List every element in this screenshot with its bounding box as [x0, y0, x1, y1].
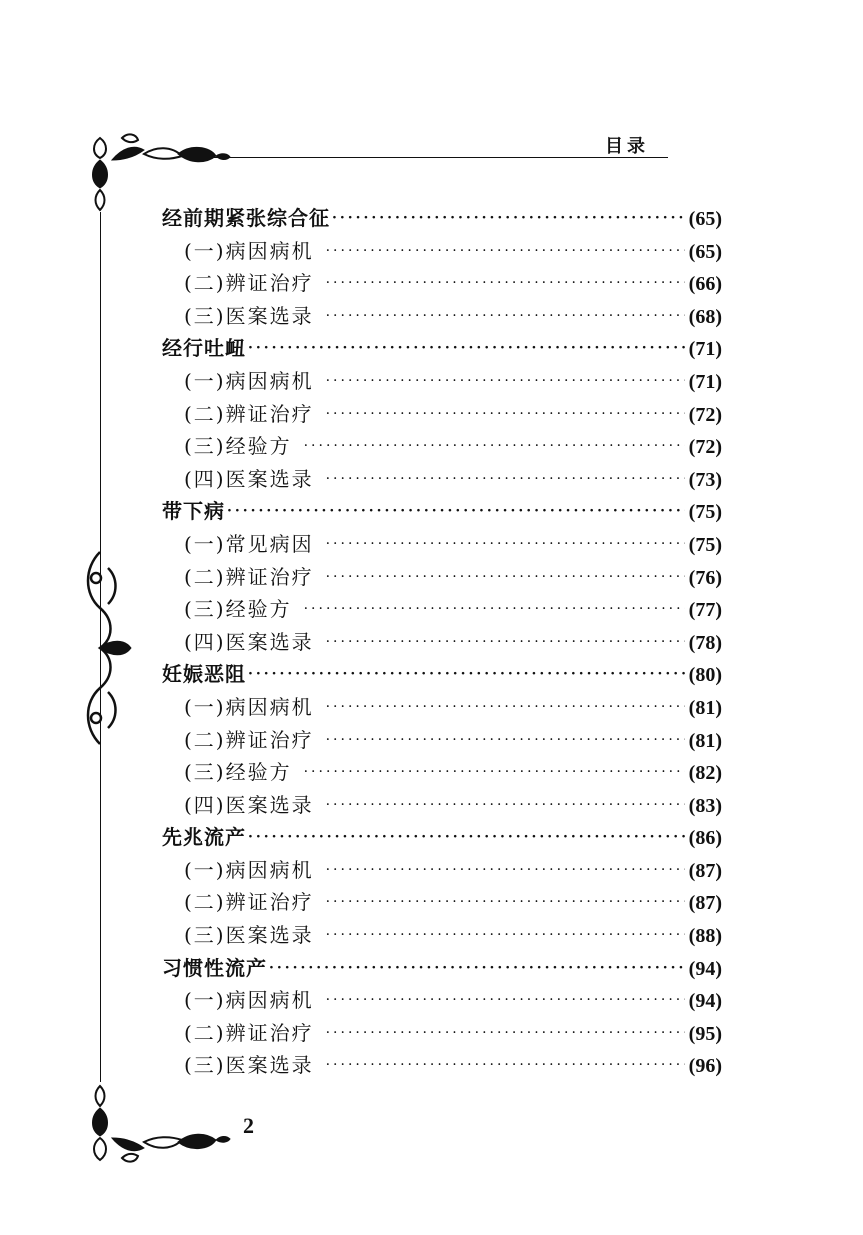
toc-entry-page: (72)	[688, 403, 722, 426]
toc-entry-page: (75)	[688, 533, 722, 556]
toc-entry-label: 经行吐衄	[162, 336, 246, 361]
toc-chapter-entry[interactable]	[162, 658, 722, 691]
toc-leader-dots	[248, 340, 685, 356]
toc-section-entry[interactable]	[162, 854, 722, 887]
toc-entry-label: (一)病因病机	[184, 238, 314, 263]
toc-entry-label: (一)病因病机	[184, 857, 314, 882]
toc-entry-page: (81)	[688, 696, 722, 719]
toc-entry-page: (68)	[688, 305, 722, 328]
running-header-title: 目录	[605, 136, 649, 157]
toc-chapter-entry[interactable]	[162, 495, 722, 528]
toc-entry-page: (88)	[688, 925, 722, 948]
toc-entry-label: (一)病因病机	[184, 368, 314, 393]
toc-entry-label: 经前期紧张综合征	[162, 206, 330, 230]
toc-entry-page: (95)	[688, 1022, 722, 1045]
toc-section-entry[interactable]	[162, 398, 722, 431]
toc-section-entry[interactable]	[162, 886, 722, 919]
toc-section-entry[interactable]	[162, 463, 722, 496]
toc-section-entry[interactable]	[162, 593, 722, 626]
toc-entry-label: (四)医案选录	[184, 792, 314, 817]
toc-section-entry[interactable]	[162, 1049, 722, 1082]
toc-entry-page: (78)	[688, 631, 722, 654]
toc-entry-label: (二)辨证治疗	[184, 564, 314, 589]
toc-section-entry[interactable]	[162, 300, 722, 333]
toc-chapter-entry[interactable]	[162, 202, 722, 235]
toc-entry-label: (二)辨证治疗	[184, 1020, 314, 1045]
toc-leader-dots	[304, 764, 685, 780]
toc-leader-dots	[326, 406, 685, 422]
toc-entry-page: (72)	[688, 436, 722, 459]
toc-entry-label: 先兆流产	[162, 825, 246, 850]
toc-entry-page: (96)	[688, 1055, 722, 1078]
toc-entry-label: (三)医案选录	[184, 303, 314, 328]
toc-section-entry[interactable]	[162, 365, 722, 398]
toc-entry-label: (二)辨证治疗	[184, 271, 314, 296]
toc-chapter-entry[interactable]	[162, 821, 722, 854]
toc-section-entry[interactable]	[162, 691, 722, 724]
toc-section-entry[interactable]	[162, 267, 722, 300]
toc-section-entry[interactable]	[162, 984, 722, 1017]
toc-leader-dots	[248, 666, 685, 682]
toc-section-entry[interactable]	[162, 626, 722, 659]
toc-leader-dots	[326, 894, 685, 910]
toc-entry-page: (75)	[688, 501, 722, 524]
toc-leader-dots	[326, 797, 685, 813]
toc-section-entry[interactable]	[162, 528, 722, 561]
toc-leader-dots	[326, 634, 685, 650]
toc-entry-label: (三)经验方	[184, 597, 292, 622]
toc-entry-page: (80)	[688, 664, 722, 687]
toc-entry-label: (一)病因病机	[184, 988, 314, 1013]
toc-leader-dots	[248, 829, 685, 845]
toc-section-entry[interactable]	[162, 235, 722, 268]
toc-entry-page: (94)	[688, 990, 722, 1013]
toc-section-entry[interactable]	[162, 756, 722, 789]
toc-entry-label: (四)医案选录	[184, 466, 314, 491]
toc-entry-page: (86)	[688, 827, 722, 850]
toc-entry-page: (65)	[688, 240, 722, 263]
toc-section-entry[interactable]	[162, 919, 722, 952]
toc-entry-label: (二)辨证治疗	[184, 890, 314, 915]
toc-entry-label: (二)辨证治疗	[184, 401, 314, 426]
toc-section-entry[interactable]	[162, 724, 722, 757]
toc-section-entry[interactable]	[162, 1017, 722, 1050]
toc-leader-dots	[326, 308, 685, 324]
toc-entry-page: (83)	[688, 794, 722, 817]
toc-leader-dots	[269, 960, 685, 976]
toc-entry-label: (三)医案选录	[184, 1053, 314, 1078]
toc-entry-page: (77)	[688, 599, 722, 622]
toc-entry-label: (三)经验方	[184, 760, 292, 785]
side-scroll-ornament-icon	[78, 548, 138, 748]
toc-leader-dots	[326, 536, 685, 552]
toc-entry-label: 带下病	[162, 499, 225, 524]
toc-leader-dots	[326, 243, 685, 259]
toc-section-entry[interactable]	[162, 561, 722, 594]
toc-entry-page: (65)	[688, 208, 722, 230]
toc-leader-dots	[326, 275, 685, 291]
toc-entry-label: (二)辨证治疗	[184, 727, 314, 752]
toc-leader-dots	[326, 862, 685, 878]
toc-leader-dots	[326, 992, 685, 1008]
toc-leader-dots	[304, 601, 685, 617]
toc-leader-dots	[332, 210, 685, 226]
toc-section-entry[interactable]	[162, 789, 722, 822]
toc-leader-dots	[304, 438, 685, 454]
toc-entry-page: (87)	[688, 859, 722, 882]
toc-leader-dots	[326, 732, 685, 748]
toc-entry-page: (76)	[688, 566, 722, 589]
toc-entry-label: (三)经验方	[184, 434, 292, 459]
toc-entry-page: (73)	[688, 468, 722, 491]
page-number: 2	[243, 1113, 254, 1138]
toc-leader-dots	[326, 569, 685, 585]
toc-leader-dots	[326, 699, 685, 715]
toc-section-entry[interactable]	[162, 430, 722, 463]
toc-leader-dots	[326, 927, 685, 943]
toc-entry-label: 妊娠恶阻	[162, 662, 246, 687]
table-of-contents	[162, 202, 722, 1082]
toc-chapter-entry[interactable]	[162, 332, 722, 365]
header-rule	[214, 157, 668, 158]
toc-leader-dots	[326, 1057, 685, 1073]
toc-entry-page: (87)	[688, 892, 722, 915]
toc-entry-page: (82)	[688, 762, 722, 785]
toc-leader-dots	[326, 471, 685, 487]
toc-entry-page: (71)	[688, 370, 722, 393]
bottom-corner-ornament-icon	[82, 1082, 232, 1167]
toc-entry-page: (66)	[688, 273, 722, 296]
toc-entry-page: (81)	[688, 729, 722, 752]
toc-entry-label: 习惯性流产	[162, 955, 267, 980]
toc-entry-label: (一)病因病机	[184, 694, 314, 719]
toc-entry-label: (一)常见病因	[184, 531, 314, 556]
toc-entry-page: (94)	[688, 957, 722, 980]
toc-chapter-entry[interactable]	[162, 952, 722, 985]
toc-entry-label: (四)医案选录	[184, 629, 314, 654]
toc-leader-dots	[227, 503, 685, 519]
toc-leader-dots	[326, 1025, 685, 1041]
toc-leader-dots	[326, 373, 685, 389]
toc-entry-label: (三)医案选录	[184, 923, 314, 948]
toc-entry-page: (71)	[688, 338, 722, 361]
